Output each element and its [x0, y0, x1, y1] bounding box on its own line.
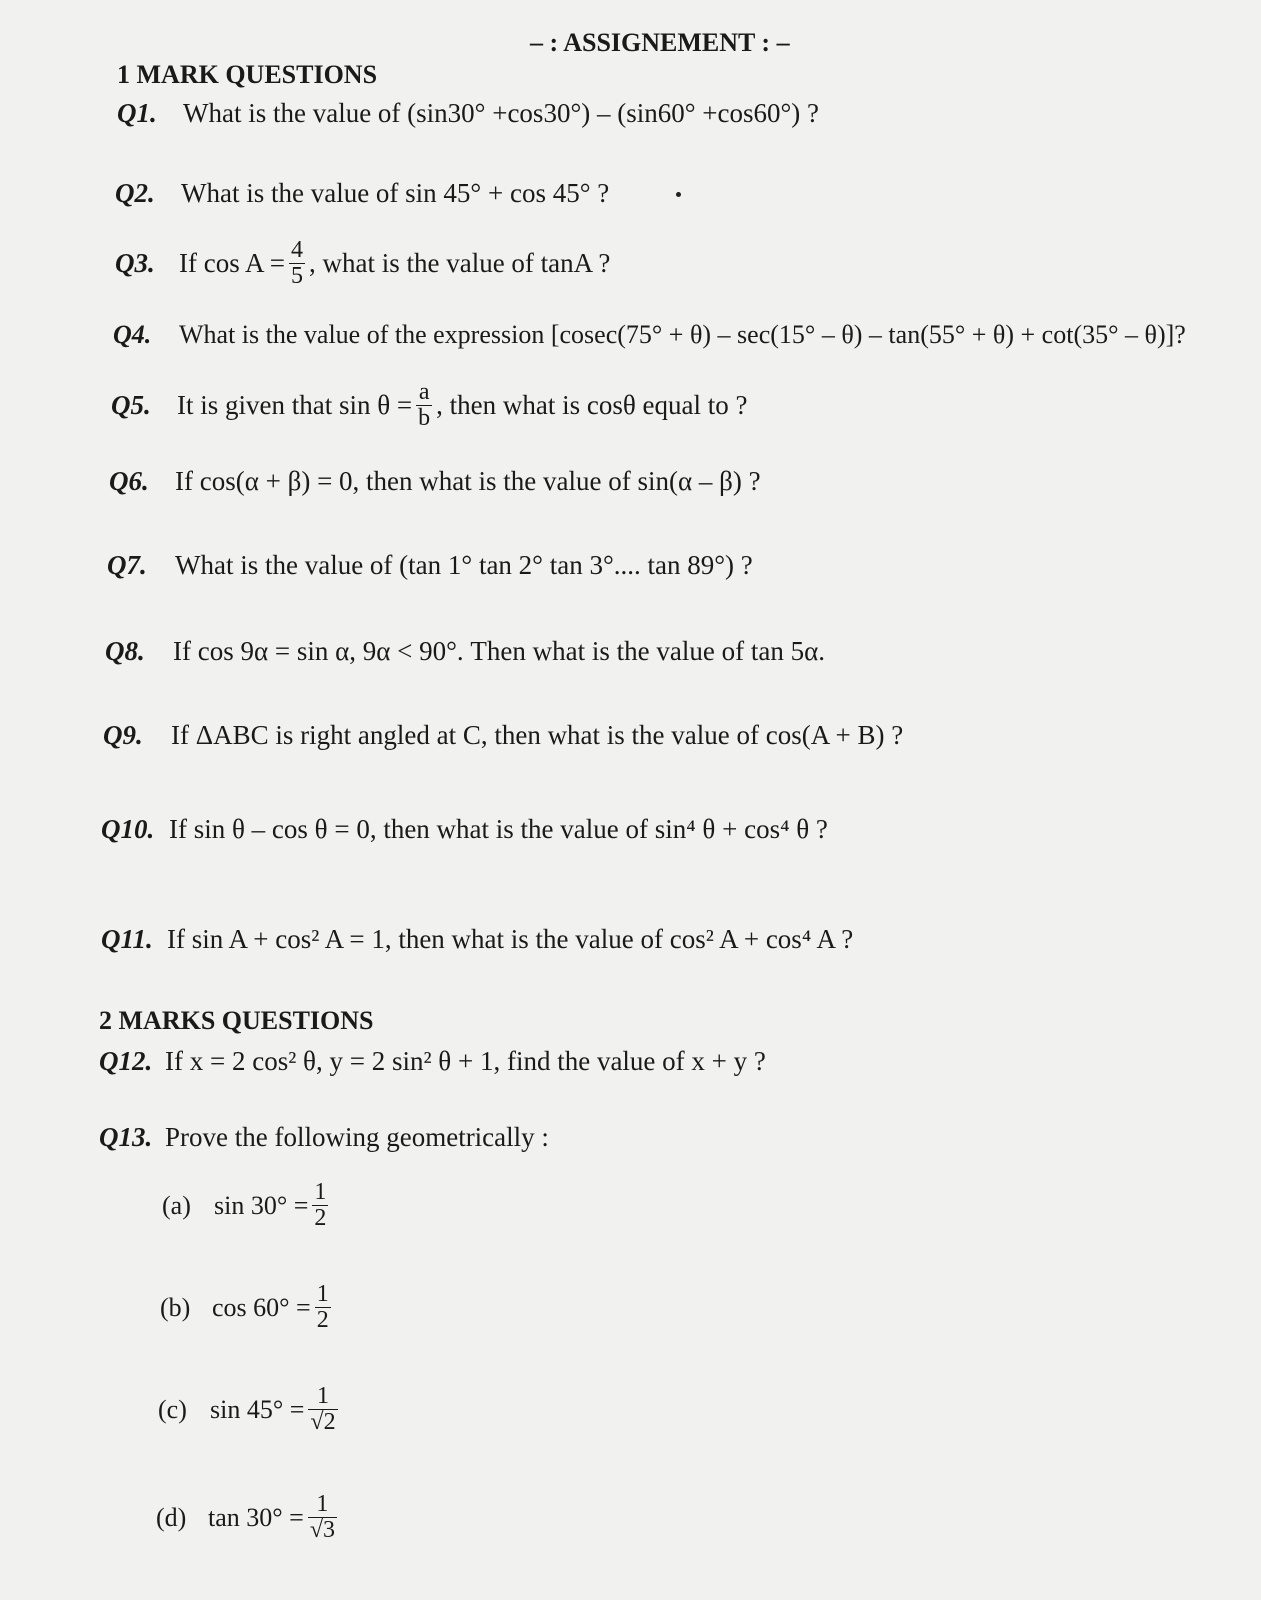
question-text: If sin θ – cos θ = 0, then what is the value of sin⁴ θ + cos⁴ θ ? — [169, 814, 828, 844]
fraction-denominator: 2 — [314, 1205, 327, 1232]
question-number: Q6. — [109, 466, 149, 496]
question-number: Q12. — [99, 1046, 153, 1076]
fraction-numerator: 1 — [316, 1281, 329, 1307]
part-label: (b) — [160, 1292, 191, 1322]
question-text: What is the value of sin 45° + cos 45° ? — [181, 178, 610, 208]
fraction — [289, 238, 305, 289]
question-text: If cos 9α = sin α, 9α < 90°. Then what is the value of tan 5α. — [173, 636, 825, 666]
fraction-numerator: 4 — [290, 237, 303, 263]
fraction-numerator: 1 — [314, 1179, 327, 1205]
question-text: If ΔABC is right angled at C, then what is the value of cos(A + B) ? — [171, 720, 904, 750]
section-heading-1-mark: 1 MARK QUESTIONS — [117, 60, 378, 89]
page-title: – : ASSIGNEMENT : – — [530, 28, 790, 57]
question-text: If cos(α + β) = 0, then what is the value of sin(α – β) ? — [175, 466, 761, 496]
part-a — [162, 1180, 332, 1231]
part-label: (a) — [162, 1190, 191, 1220]
question-text-pre: If cos A = — [179, 248, 285, 279]
question-number: Q4. — [113, 320, 152, 349]
question-9 — [103, 720, 903, 751]
question-1 — [117, 98, 819, 129]
part-expression: sin 30° = — [214, 1190, 309, 1220]
question-text: What is the value of (tan 1° tan 2° tan 3°.... tan 89°) ? — [175, 550, 753, 580]
question-5 — [111, 380, 748, 431]
part-b — [160, 1282, 335, 1333]
question-13 — [99, 1122, 549, 1153]
fraction-denominator: 2 — [316, 1307, 329, 1334]
question-3 — [115, 238, 610, 289]
fraction-denominator: √3 — [309, 1517, 335, 1544]
fraction — [416, 380, 432, 431]
section-heading-2-marks: 2 MARKS QUESTIONS — [99, 1006, 374, 1035]
question-text: What is the value of (sin30° +cos30°) – (sin60° +cos60°) ? — [183, 98, 820, 128]
scan-speck — [676, 192, 681, 197]
question-7 — [107, 550, 753, 581]
question-text: Prove the following geometrically : — [165, 1122, 549, 1152]
fraction — [308, 1384, 337, 1435]
question-text-post: , then what is cosθ equal to ? — [436, 390, 748, 421]
question-11 — [101, 924, 853, 955]
question-number: Q3. — [115, 248, 155, 279]
question-text: If x = 2 cos² θ, y = 2 sin² θ + 1, find the value of x + y ? — [165, 1046, 766, 1076]
question-number: Q13. — [99, 1122, 153, 1152]
question-text: If sin A + cos² A = 1, then what is the value of cos² A + cos⁴ A ? — [167, 924, 854, 954]
fraction-denominator: 5 — [290, 263, 303, 290]
part-d — [156, 1492, 341, 1543]
fraction-numerator: 1 — [316, 1383, 329, 1409]
fraction — [315, 1282, 331, 1333]
part-expression: tan 30° = — [208, 1502, 304, 1532]
question-text-pre: It is given that sin θ = — [177, 390, 413, 421]
part-c — [158, 1384, 342, 1435]
question-12 — [99, 1046, 766, 1077]
fraction — [312, 1180, 328, 1231]
part-expression: cos 60° = — [212, 1292, 311, 1322]
question-number: Q8. — [105, 636, 145, 666]
fraction-denominator: b — [418, 405, 431, 432]
part-label: (c) — [158, 1394, 187, 1424]
question-number: Q9. — [103, 720, 143, 750]
question-2 — [115, 178, 609, 209]
question-number: Q2. — [115, 178, 155, 208]
question-number: Q1. — [117, 98, 157, 128]
question-4 — [113, 320, 1186, 350]
question-number: Q10. — [101, 814, 155, 844]
question-number: Q5. — [111, 390, 151, 421]
question-6 — [109, 466, 761, 497]
question-text: What is the value of the expression [cosec(75° + θ) – sec(15° – θ) – tan(55° + θ) + cot(35° – θ)]? — [179, 320, 1186, 349]
question-number: Q11. — [101, 924, 153, 954]
part-label: (d) — [156, 1502, 187, 1532]
question-number: Q7. — [107, 550, 147, 580]
question-10 — [101, 814, 828, 845]
fraction-denominator: √2 — [310, 1409, 336, 1436]
fraction-numerator: 1 — [316, 1491, 329, 1517]
question-text-post: , what is the value of tanA ? — [308, 248, 611, 279]
part-expression: sin 45° = — [210, 1394, 305, 1424]
fraction-numerator: a — [418, 379, 430, 405]
fraction — [308, 1492, 337, 1543]
question-8 — [105, 636, 825, 667]
